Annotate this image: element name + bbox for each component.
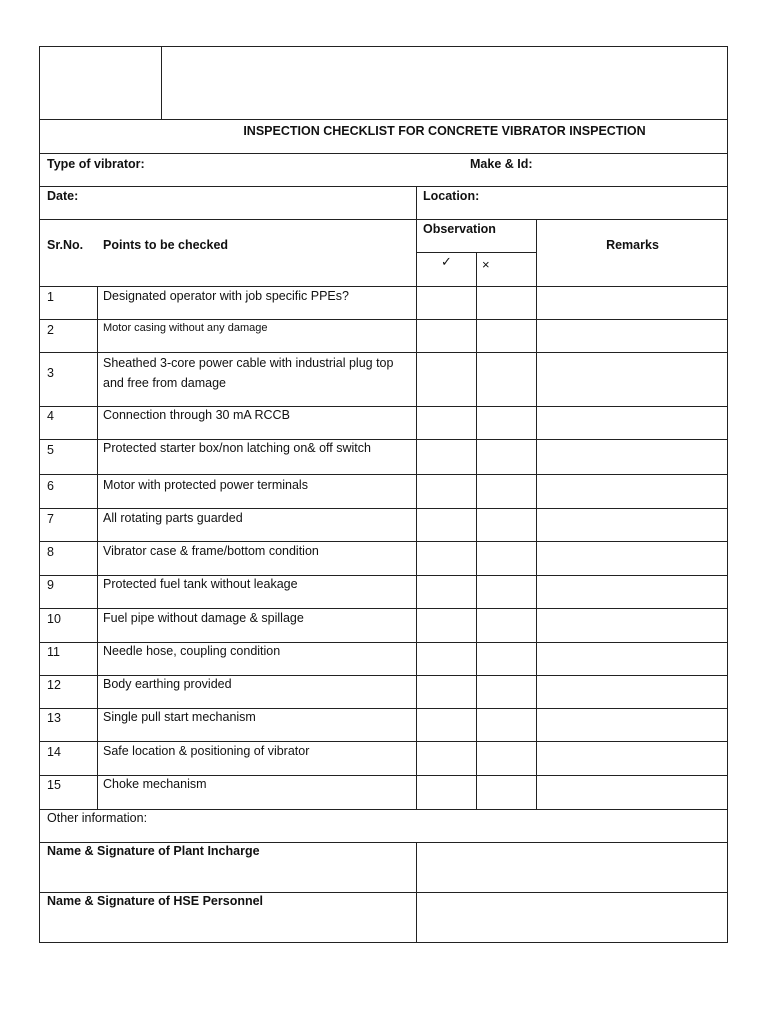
row-text: Body earthing provided	[103, 677, 232, 691]
plant-incharge-signature-label: Name & Signature of Plant Incharge	[47, 844, 260, 858]
row-text: Motor casing without any damage	[103, 322, 268, 334]
row-number: 8	[47, 545, 54, 559]
type-of-vibrator-label: Type of vibrator:	[47, 157, 145, 171]
sr-no-header: Sr.No.	[47, 238, 84, 252]
location-label: Location:	[423, 189, 480, 203]
row-number: 12	[47, 678, 61, 692]
hse-personnel-signature-field[interactable]	[417, 893, 727, 941]
hse-personnel-signature-label: Name & Signature of HSE Personnel	[47, 894, 264, 908]
rule	[39, 219, 728, 220]
other-information-label: Other information:	[47, 811, 148, 825]
row-text: Connection through 30 mA RCCB	[103, 408, 290, 422]
row-text: All rotating parts guarded	[103, 511, 243, 525]
row-text: Choke mechanism	[103, 777, 207, 791]
row-number: 10	[47, 612, 61, 626]
row-number: 14	[47, 745, 61, 759]
row-number: 6	[47, 479, 54, 493]
column-divider	[416, 186, 417, 810]
row-number: 4	[47, 409, 54, 423]
plant-incharge-signature-field[interactable]	[417, 843, 727, 891]
observation-header: Observation	[423, 222, 496, 236]
row-number: 3	[47, 366, 54, 380]
logo-divider	[161, 46, 162, 120]
cross-mark-icon: ×	[482, 257, 490, 272]
row-number: 11	[47, 645, 60, 659]
row-text: Protected starter box/non latching on& off switch	[103, 441, 371, 455]
column-divider	[476, 252, 477, 810]
row-number: 15	[47, 778, 61, 792]
date-label: Date:	[47, 189, 79, 203]
row-number: 5	[47, 443, 54, 457]
make-id-label: Make & Id:	[470, 157, 533, 171]
points-header: Points to be checked	[103, 238, 229, 252]
row-text: Designated operator with job specific PPEs?	[103, 289, 349, 303]
row-text: Fuel pipe without damage & spillage	[103, 611, 304, 625]
row-text: Sheathed 3-core power cable with industrial plug top and free from damage	[103, 356, 394, 390]
form-title: INSPECTION CHECKLIST FOR CONCRETE VIBRATOR INSPECTION	[243, 124, 646, 138]
row-number: 2	[47, 323, 54, 337]
row-number: 13	[47, 711, 61, 725]
row-number: 9	[47, 578, 54, 592]
row-text: Motor with protected power terminals	[103, 478, 308, 492]
row-text: Protected fuel tank without leakage	[103, 577, 298, 591]
column-divider	[536, 219, 537, 810]
check-mark-icon: ✓	[441, 254, 452, 269]
row-text: Vibrator case & frame/bottom condition	[103, 544, 319, 558]
row-text: Needle hose, coupling condition	[103, 644, 281, 658]
row-text: Safe location & positioning of vibrator	[103, 744, 310, 758]
row-number: 7	[47, 512, 54, 526]
remarks-header: Remarks	[606, 238, 659, 252]
row-text: Single pull start mechanism	[103, 710, 256, 724]
row-number: 1	[47, 290, 54, 304]
column-divider	[97, 286, 98, 810]
